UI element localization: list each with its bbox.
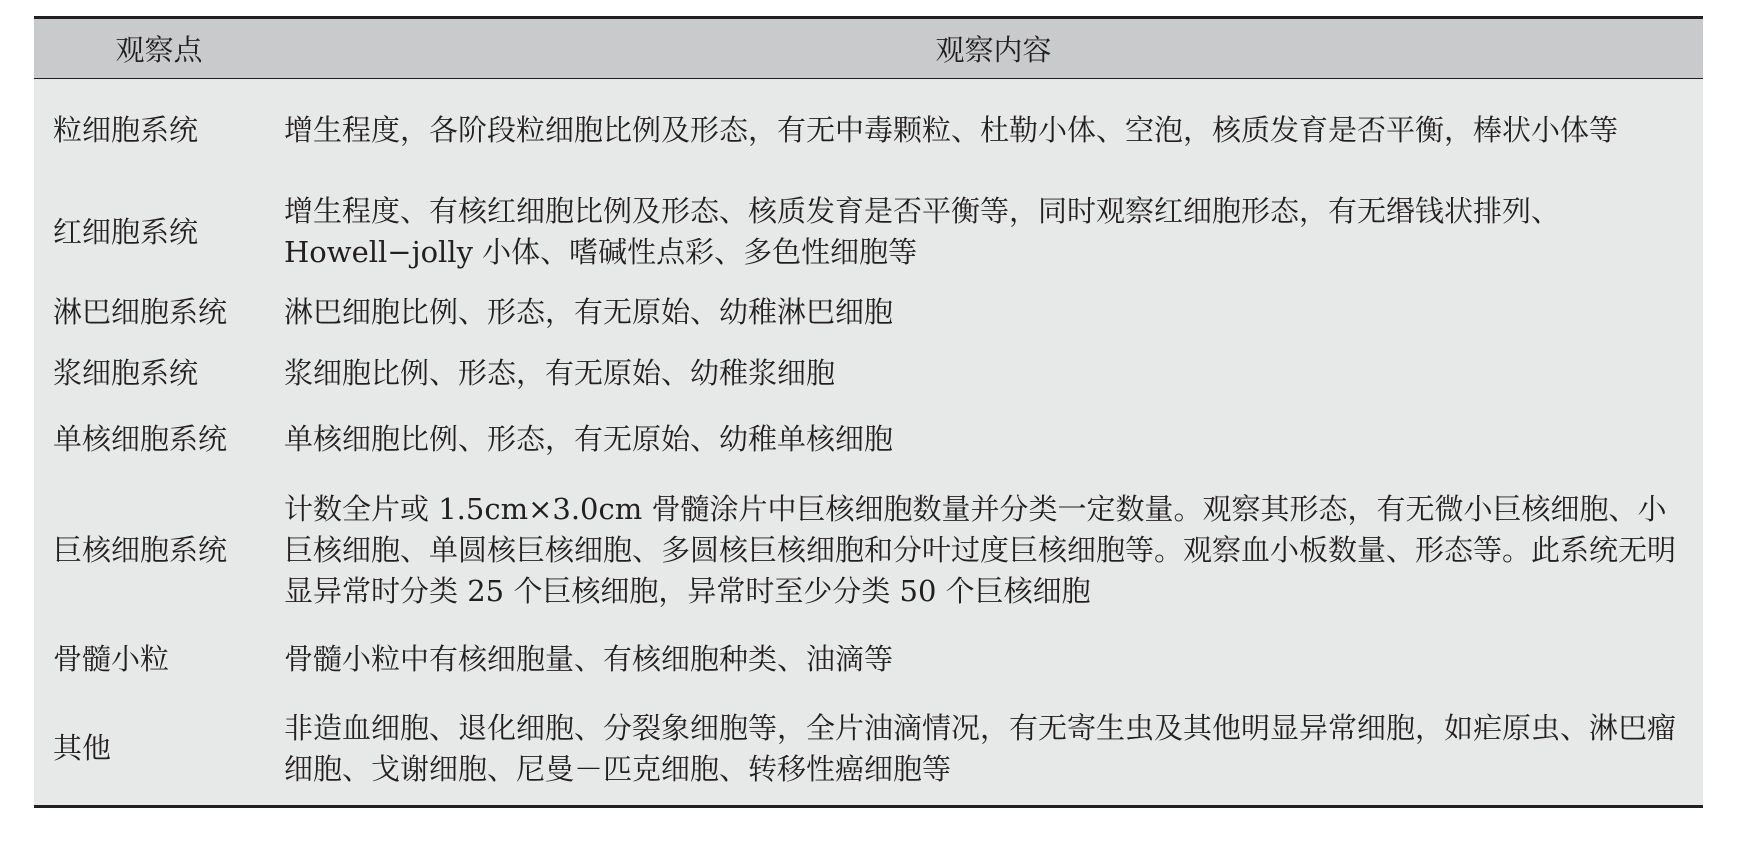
table-row xyxy=(34,341,1703,405)
table-row xyxy=(34,626,1703,692)
table-row xyxy=(34,283,1703,341)
table-row xyxy=(34,181,1703,283)
header-observation-content: 观察内容 xyxy=(284,19,1703,79)
table-row xyxy=(34,692,1703,805)
row-observation-content: 计数全片或 1.5cm×3.0cm 骨髓涂片中巨核细胞数量并分类一定数量。观察其形态，有无微小巨核细胞、小巨核细胞、单圆核巨核细胞、多圆核巨核细胞和分叶过度巨核细胞等。观察血小板数量、形态等。此系统无明显异常时分类 25 个巨核细胞，异常时至少分类 50 个巨核细胞 xyxy=(284,491,1677,608)
row-observation-content: 骨髓小粒中有核细胞量、有核细胞种类、油滴等 xyxy=(284,641,894,676)
row-observation-point: 其他 xyxy=(53,731,112,765)
row-observation-content: 浆细胞比例、形态，有无原始、幼稚浆细胞 xyxy=(284,355,836,390)
row-observation-point: 浆细胞系统 xyxy=(53,355,199,390)
table-body xyxy=(34,79,1703,806)
row-observation-content: 单核细胞比例、形态，有无原始、幼稚单核细胞 xyxy=(284,422,894,456)
row-observation-point: 骨髓小粒 xyxy=(53,641,170,676)
table-row xyxy=(34,405,1703,474)
header-row xyxy=(34,19,1703,79)
observation-table xyxy=(34,16,1703,808)
row-observation-content: 增生程度，各阶段粒细胞比例及形态，有无中毒颗粒、杜勒小体、空泡，核质发育是否平衡，棒状小体等 xyxy=(284,112,1619,147)
table-header xyxy=(34,19,1703,79)
header-observation-point: 观察点 xyxy=(34,19,284,79)
table-row xyxy=(34,79,1703,182)
table-row xyxy=(34,474,1703,626)
row-observation-content: 淋巴细胞比例、形态，有无原始、幼稚淋巴细胞 xyxy=(284,294,894,329)
row-observation-point: 单核细胞系统 xyxy=(53,422,228,456)
row-observation-content: 增生程度、有核红细胞比例及形态、核质发育是否平衡等，同时观察红细胞形态，有无缗钱状排列、Howell−jolly 小体、嗜碱性点彩、多色性细胞等 xyxy=(284,194,1561,269)
row-observation-point: 红细胞系统 xyxy=(53,214,199,249)
row-observation-point: 淋巴细胞系统 xyxy=(53,294,228,329)
observation-table-grid xyxy=(34,19,1703,805)
row-observation-point: 粒细胞系统 xyxy=(53,112,199,147)
row-observation-content: 非造血细胞、退化细胞、分裂象细胞等，全片油滴情况，有无寄生虫及其他明显异常细胞，如疟原虫、淋巴瘤细胞、戈谢细胞、尼曼－匹克细胞、转移性癌细胞等 xyxy=(284,710,1677,786)
row-observation-point: 巨核细胞系统 xyxy=(53,532,228,567)
